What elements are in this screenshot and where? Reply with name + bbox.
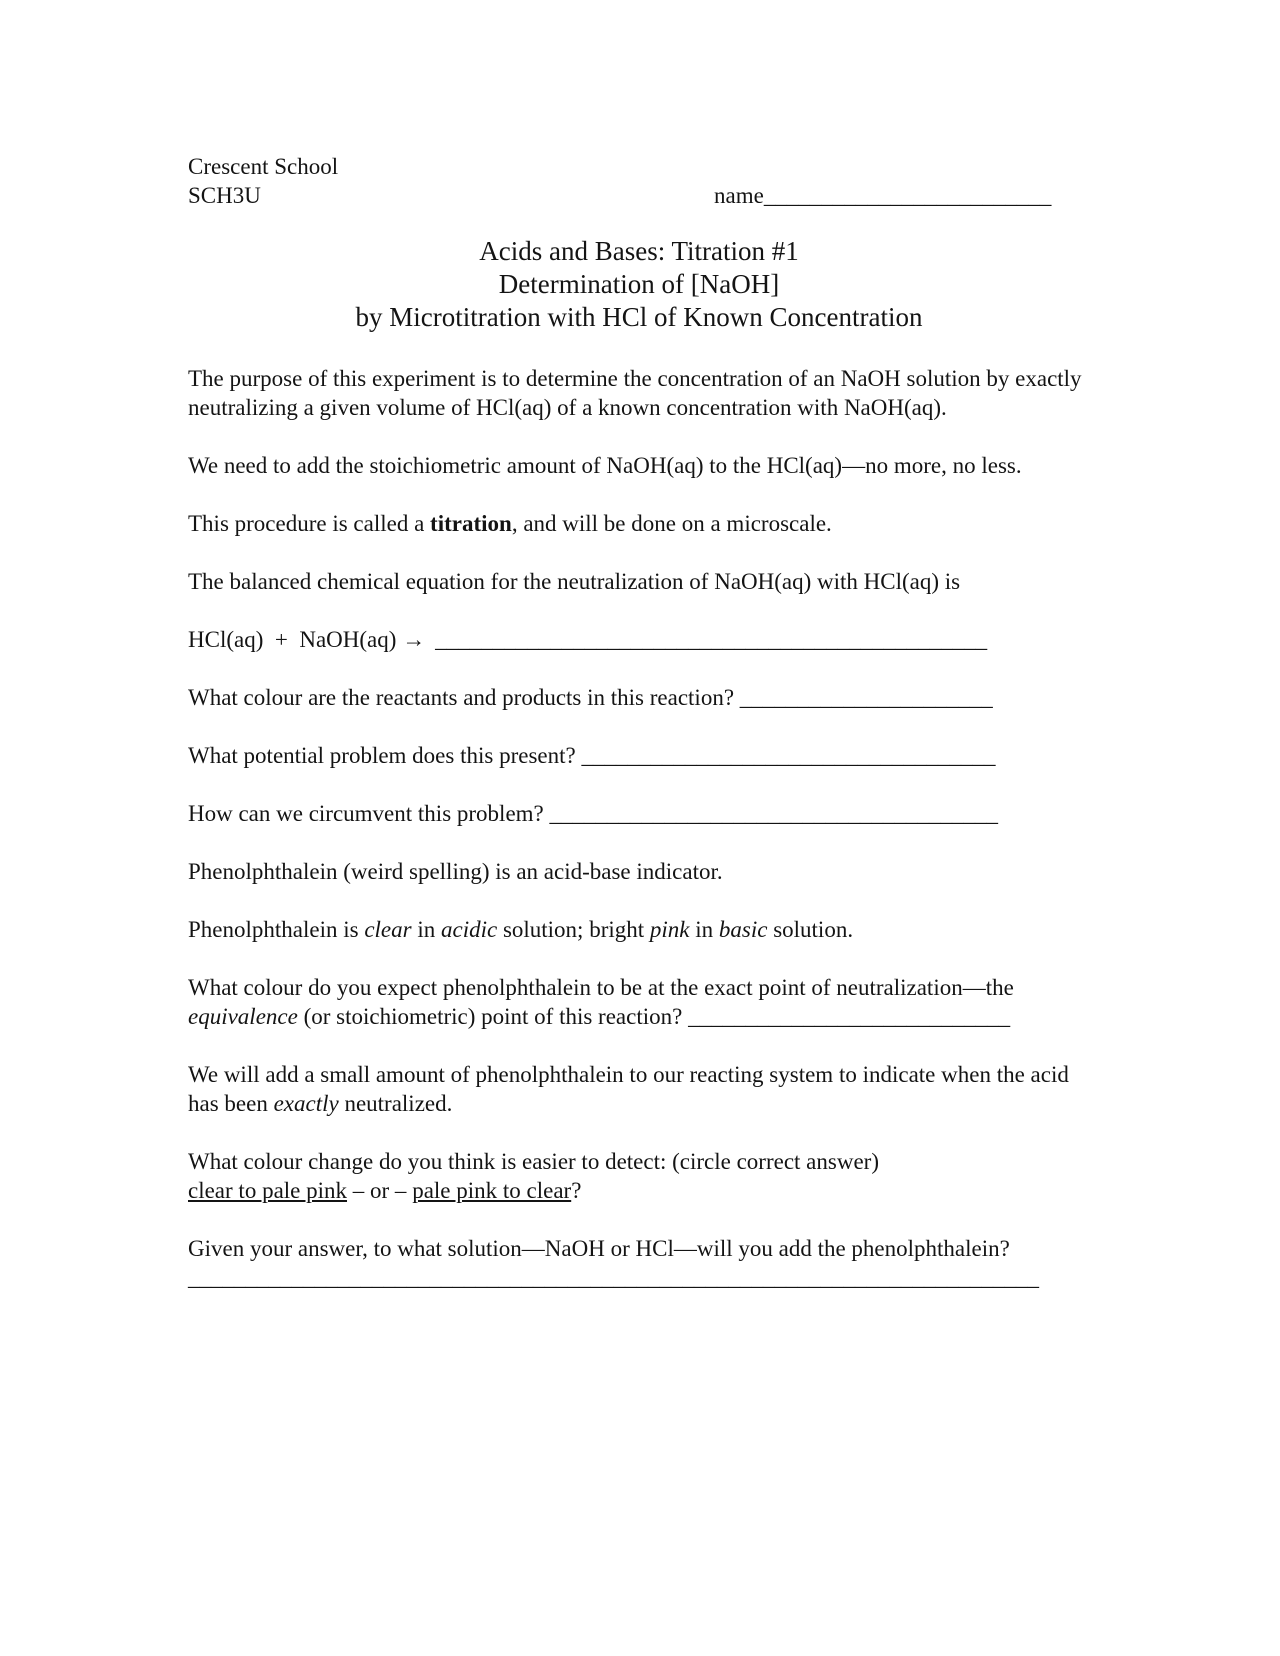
question-given-blank[interactable]: __________________________________________________________________________ <box>188 1265 1039 1290</box>
clear-pink-text-3: solution; bright <box>497 917 650 942</box>
clear-pink-text-2: in <box>411 917 441 942</box>
question-equivalence-blank[interactable]: ____________________________ <box>688 1004 1011 1029</box>
worksheet-page <box>188 150 1090 1292</box>
titration-text-before: This procedure is called a <box>188 511 431 536</box>
question-problem-blank[interactable]: ____________________________________ <box>581 743 996 768</box>
clear-pink-text-5: solution. <box>767 917 854 942</box>
question-problem <box>188 741 1090 770</box>
add-indicator-text-2: neutralized. <box>338 1091 453 1116</box>
question-given-text: Given your answer, to what solution—NaOH or HCl—will you add the phenolphthalein? <box>188 1236 1010 1261</box>
question-equivalence-text: (or stoichiometric) point of this reaction? <box>297 1004 689 1029</box>
question-equivalence-line-1: What colour do you expect phenolphthalein to be at the exact point of neutralization—the <box>188 975 1014 1000</box>
question-equivalence <box>188 973 1090 1031</box>
clear-pink-italic-acidic: acidic <box>440 917 498 942</box>
equation-line <box>188 625 1090 654</box>
course-code: SCH3U <box>188 183 261 208</box>
option-pale-pink-to-clear[interactable]: pale pink to clear <box>412 1178 572 1203</box>
titration-term: titration <box>430 511 512 536</box>
title-line-2: Determination of [NaOH] <box>498 269 780 299</box>
title-line-3: by Microtitration with HCl of Known Concentration <box>355 302 923 332</box>
school-name: Crescent School <box>188 154 339 179</box>
question-colour <box>188 683 1090 712</box>
question-colour-text: What colour are the reactants and products in this reaction? <box>188 685 740 710</box>
student-name-field[interactable] <box>714 181 1051 210</box>
question-equivalence-line-2 <box>188 1002 1090 1031</box>
name-blank[interactable]: _________________________ <box>763 183 1052 208</box>
question-colour-change-text: What colour change do you think is easier to detect: (circle correct answer) <box>188 1149 879 1174</box>
name-label: name <box>714 183 764 208</box>
add-indicator-text-1: We will add a small amount of phenolphthalein to our reacting system to indicate when the acid has been <box>188 1062 1069 1116</box>
title-line-1: Acids and Bases: Titration #1 <box>479 236 799 266</box>
add-indicator-paragraph <box>188 1060 1090 1118</box>
question-colour-change <box>188 1147 1090 1205</box>
arrow-icon: → <box>402 627 426 652</box>
question-colour-blank[interactable]: ______________________ <box>739 685 993 710</box>
options-separator: – or – <box>347 1178 413 1203</box>
question-problem-text: What potential problem does this present? <box>188 743 582 768</box>
clear-pink-italic-pink: pink <box>649 917 690 942</box>
titration-paragraph <box>188 509 1090 538</box>
worksheet-title <box>188 235 1090 334</box>
clear-pink-italic-clear: clear <box>364 917 412 942</box>
purpose-paragraph: The purpose of this experiment is to determine the concentration of an NaOH solution by exactly neutralizing a given volume of HCl(aq) of a known concentration with NaOH(aq). <box>188 366 1082 420</box>
worksheet-header <box>188 150 1090 208</box>
indicator-paragraph: Phenolphthalein (weird spelling) is an acid-base indicator. <box>188 859 723 884</box>
equation-reactants: HCl(aq) + NaOH(aq) <box>188 627 397 652</box>
stoichiometry-paragraph: We need to add the stoichiometric amount of NaOH(aq) to the HCl(aq)—no more, no less. <box>188 453 1022 478</box>
options-end: ? <box>571 1178 582 1203</box>
balanced-equation-intro: The balanced chemical equation for the neutralization of NaOH(aq) with HCl(aq) is <box>188 569 961 594</box>
equation-products-blank[interactable]: ________________________________________________ <box>435 627 988 652</box>
colour-change-options <box>188 1176 1090 1205</box>
question-circumvent-blank[interactable]: _______________________________________ <box>549 801 998 826</box>
question-given <box>188 1234 1090 1292</box>
question-circumvent-text: How can we circumvent this problem? <box>188 801 550 826</box>
clear-pink-paragraph <box>188 915 1090 944</box>
option-clear-to-pale-pink[interactable]: clear to pale pink <box>188 1178 348 1203</box>
clear-pink-text-4: in <box>689 917 719 942</box>
question-circumvent <box>188 799 1090 828</box>
add-indicator-italic-exactly: exactly <box>273 1091 339 1116</box>
clear-pink-text-1: Phenolphthalein is <box>188 917 365 942</box>
clear-pink-italic-basic: basic <box>718 917 768 942</box>
titration-text-after: , and will be done on a microscale. <box>511 511 832 536</box>
equivalence-term: equivalence <box>188 1004 298 1029</box>
